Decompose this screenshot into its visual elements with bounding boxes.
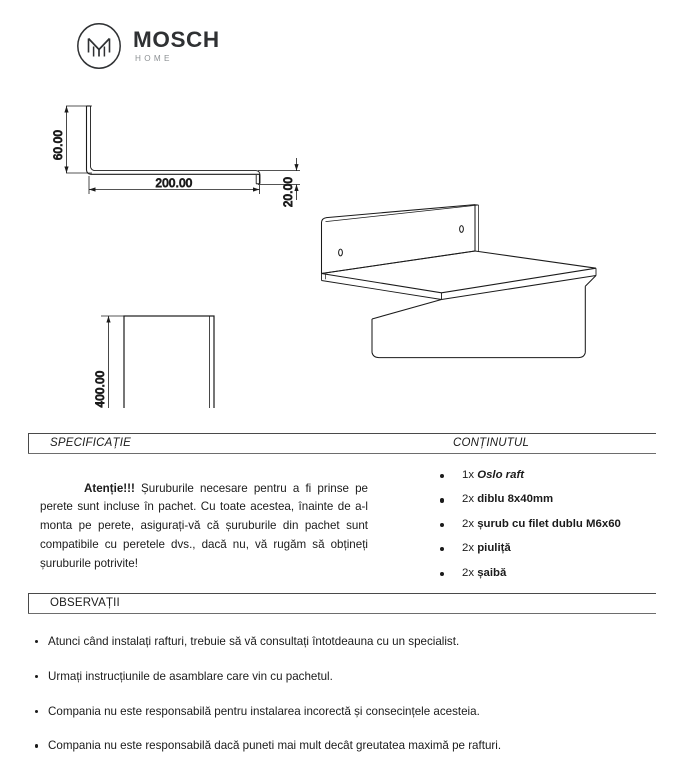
observations-header-bar <box>28 593 656 614</box>
contents-column <box>376 468 656 592</box>
specification-header-bar <box>28 433 656 454</box>
observation-list-item: Atunci când instalați rafturi, trebuie să vă consultați întotdeauna cu un specialist. <box>28 636 656 649</box>
specification-section <box>28 433 656 592</box>
observation-list-item: Compania nu este responsabilă pentru instalarea incorectă și consecințele acesteia. <box>28 706 656 719</box>
contents-item-qty: 2x <box>462 542 478 555</box>
contents-item-qty: 2x <box>462 566 478 579</box>
contents-item-name: șaibă <box>477 566 507 579</box>
specification-header-label: SPECIFICAȚIE <box>50 437 131 449</box>
observation-list-item: Urmați instrucțiunile de asamblare care vin cu pachetul. <box>28 671 656 684</box>
contents-item-name: Oslo raft <box>477 469 525 481</box>
contents-list-item <box>432 519 656 530</box>
dimension-label-20: 20.00 <box>283 176 295 208</box>
contents-item-qty: 1x <box>462 469 478 481</box>
specification-lead: Atenție!!! <box>84 481 135 495</box>
contents-item-name: diblu 8x40mm <box>477 493 554 506</box>
contents-list-item <box>432 568 656 579</box>
specification-text-column <box>28 468 376 592</box>
front-elevation-geometry <box>124 316 214 408</box>
contents-item-name: șurub cu filet dublu M6x60 <box>477 517 621 530</box>
specification-paragraph: Atenție!!! Șuruburile necesare pentru a fi prinse pe perete sunt incluse în pachet. Cu toate acestea, înainte de a-l monta pe perete, asigurați-vă că șuruburile din pachet sunt compatibile cu peretele dvs., dacă nu, vă rugăm să obțineți șuruburile potrivite! <box>40 481 368 570</box>
contents-list <box>432 470 656 579</box>
mounting-hole-right <box>460 226 464 233</box>
observations-section <box>28 593 656 775</box>
side-profile-geometry <box>87 106 261 184</box>
dimension-label-400: 400.00 <box>95 370 107 408</box>
mosch-circle-m-logo-icon <box>76 22 122 70</box>
dimension-label-200: 200.00 <box>155 178 193 190</box>
observations-header-label: OBSERVAȚII <box>50 597 120 609</box>
contents-list-item <box>432 543 656 554</box>
brand-logo <box>76 22 220 70</box>
brand-wordmark: MOSCH <box>133 26 220 52</box>
contents-item-name: piuliță <box>477 542 511 555</box>
observation-list-item: Compania nu este responsabilă dacă puneti mai mult decât greutatea maximă pe rafturi. <box>28 740 656 753</box>
contents-item-qty: 2x <box>462 493 478 506</box>
technical-drawing-area <box>0 88 684 408</box>
brand-tagline: HOME <box>135 54 173 64</box>
contents-header-label: CONȚINUTUL <box>453 437 530 449</box>
mounting-hole-left <box>339 249 343 256</box>
isometric-shelf-geometry <box>322 205 597 358</box>
contents-list-item <box>432 470 656 481</box>
observations-list <box>28 614 656 753</box>
dimension-label-60: 60.00 <box>53 129 65 161</box>
contents-list-item <box>432 494 656 505</box>
dimension-height-60 <box>64 106 92 173</box>
contents-item-qty: 2x <box>462 517 478 530</box>
